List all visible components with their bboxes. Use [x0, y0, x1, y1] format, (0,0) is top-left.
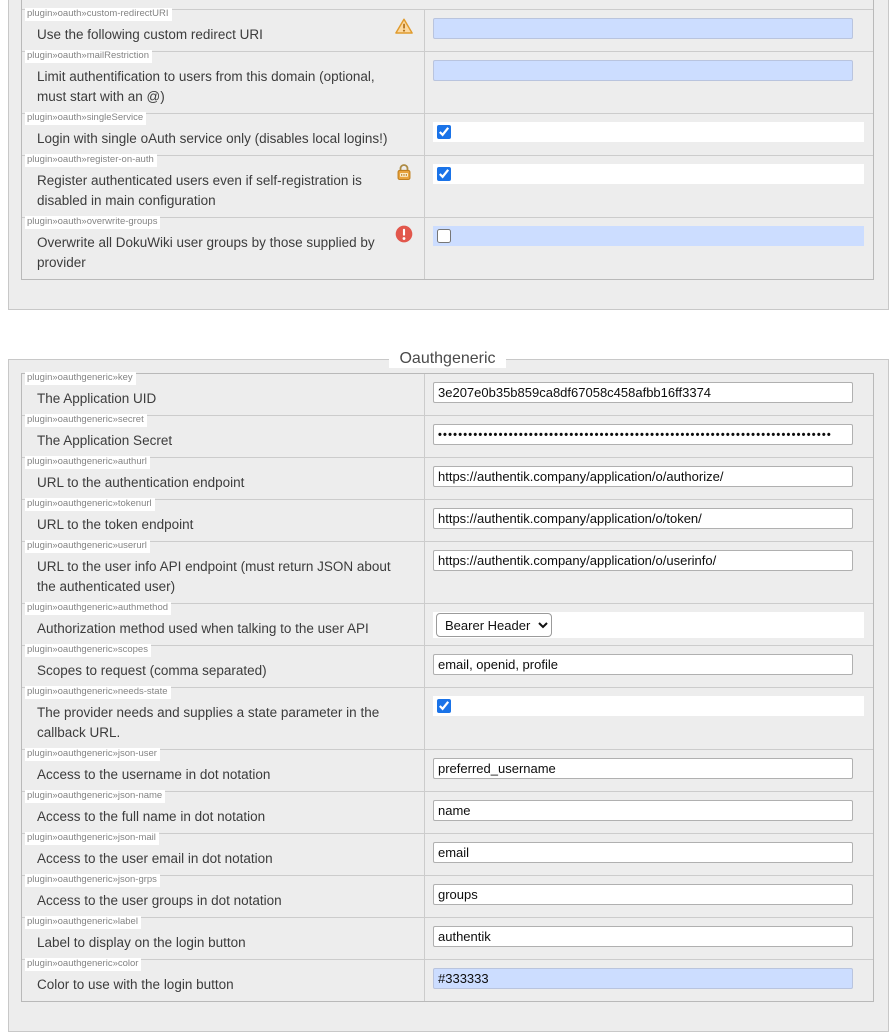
config-key: plugin»oauthgeneric»scopes [25, 644, 151, 657]
setting-value-cell [424, 792, 873, 833]
setting-label: Scopes to request (comma separated) [37, 663, 267, 678]
config-row [22, 217, 873, 279]
config-key: plugin»oauthgeneric»tokenurl [25, 498, 155, 511]
setting-label: Authorization method used when talking to the user API [37, 621, 369, 636]
setting-label: URL to the token endpoint [37, 517, 194, 532]
setting-value-cell [424, 10, 873, 51]
checkbox-strip [433, 226, 864, 246]
oauth-plugin-settings-section [8, 0, 889, 310]
config-row [22, 833, 873, 875]
setting-value-cell [424, 750, 873, 791]
config-key: plugin»oauthgeneric»secret [25, 414, 147, 427]
config-row [22, 917, 873, 959]
config-row [22, 9, 873, 51]
config-key: plugin»oauth»register-on-auth [25, 154, 157, 167]
setting-value-cell [424, 876, 873, 917]
setting-checkbox[interactable] [437, 167, 451, 181]
setting-checkbox[interactable] [437, 699, 451, 713]
config-key: plugin»oauthgeneric»authurl [25, 456, 150, 469]
setting-label-cell [22, 458, 424, 499]
config-row [22, 645, 873, 687]
config-key: plugin»oauthgeneric»authmethod [25, 602, 171, 615]
setting-label-cell [22, 750, 424, 791]
config-row [22, 415, 873, 457]
setting-text-input[interactable] [433, 382, 853, 403]
config-row [22, 155, 873, 217]
setting-value-cell [424, 688, 873, 749]
setting-label-cell [22, 918, 424, 959]
config-key: plugin»oauth»overwrite-groups [25, 216, 160, 229]
setting-text-input[interactable] [433, 508, 853, 529]
config-key: plugin»oauthgeneric»json-name [25, 790, 165, 803]
setting-value-cell [424, 604, 873, 645]
config-key: plugin»oauthgeneric»userurl [25, 540, 150, 553]
setting-text-input[interactable] [433, 466, 853, 487]
config-key: plugin»oauth»custom-redirectURI [25, 8, 172, 21]
setting-label-cell [22, 114, 424, 155]
config-row [22, 374, 873, 415]
config-row [22, 51, 873, 113]
setting-value-cell [424, 218, 873, 279]
setting-label: URL to the authentication endpoint [37, 475, 245, 490]
setting-label: The Application Secret [37, 433, 173, 448]
setting-label-cell [22, 960, 424, 1001]
setting-value-cell [424, 646, 873, 687]
section-title: Oauthgeneric [389, 350, 505, 368]
setting-label-cell [22, 52, 424, 113]
setting-label: Access to the username in dot notation [37, 767, 271, 782]
setting-label: Limit authentification to users from this domain (optional, must start with an @) [37, 69, 375, 104]
setting-label-cell [22, 218, 424, 279]
config-row [22, 603, 873, 645]
config-key: plugin»oauthgeneric»color [25, 958, 141, 971]
setting-label: Access to the user groups in dot notation [37, 893, 282, 908]
setting-label: Use the following custom redirect URI [37, 27, 263, 42]
setting-password-input[interactable] [433, 424, 853, 445]
config-row [22, 457, 873, 499]
setting-label: Register authenticated users even if self-registration is disabled in main configuration [37, 173, 362, 208]
setting-value-cell [424, 960, 873, 1001]
setting-label-cell [22, 688, 424, 749]
config-key: plugin»oauthgeneric»json-grps [25, 874, 160, 887]
setting-text-input[interactable] [433, 884, 853, 905]
config-row [22, 959, 873, 1001]
setting-label: Access to the user email in dot notation [37, 851, 273, 866]
setting-label-cell [22, 156, 424, 217]
auth-method-select[interactable] [436, 613, 552, 637]
oauthgeneric-settings-table [21, 373, 874, 1002]
setting-value-cell [424, 834, 873, 875]
setting-label: The Application UID [37, 391, 157, 406]
setting-value-cell [424, 918, 873, 959]
warning-icon [395, 17, 413, 35]
setting-value-cell [424, 114, 873, 155]
setting-label-cell [22, 646, 424, 687]
error-icon [395, 225, 413, 243]
setting-label-cell [22, 374, 424, 415]
setting-value-cell [424, 458, 873, 499]
setting-text-input[interactable] [433, 60, 853, 81]
setting-text-input[interactable] [433, 926, 853, 947]
setting-value-cell [424, 156, 873, 217]
setting-text-input[interactable] [433, 654, 853, 675]
checkbox-strip [433, 122, 864, 142]
setting-text-input[interactable] [433, 968, 853, 989]
setting-label-cell [22, 792, 424, 833]
select-strip [433, 612, 864, 638]
setting-label: Access to the full name in dot notation [37, 809, 266, 824]
lock-icon [395, 163, 413, 181]
setting-label-cell [22, 416, 424, 457]
setting-label: Label to display on the login button [37, 935, 246, 950]
config-key: plugin»oauth»mailRestriction [25, 50, 152, 63]
config-row [22, 687, 873, 749]
config-row [22, 113, 873, 155]
oauth-settings-table [21, 0, 874, 280]
config-row [22, 499, 873, 541]
setting-value-cell [424, 542, 873, 603]
setting-text-input[interactable] [433, 758, 853, 779]
setting-label-cell [22, 500, 424, 541]
config-key: plugin»oauthgeneric»label [25, 916, 141, 929]
setting-label-cell [22, 876, 424, 917]
setting-label: The provider needs and supplies a state parameter in the callback URL. [37, 705, 380, 740]
setting-text-input[interactable] [433, 842, 853, 863]
config-key: plugin»oauthgeneric»needs-state [25, 686, 171, 699]
config-key: plugin»oauthgeneric»json-mail [25, 832, 159, 845]
setting-value-cell [424, 52, 873, 113]
setting-text-input[interactable] [433, 800, 853, 821]
config-row [22, 791, 873, 833]
setting-label: Login with single oAuth service only (disables local logins!) [37, 131, 388, 146]
config-key: plugin»oauthgeneric»json-user [25, 748, 160, 761]
setting-label-cell [22, 834, 424, 875]
config-key: plugin»oauthgeneric»key [25, 372, 136, 385]
setting-checkbox[interactable] [437, 229, 451, 243]
config-row [22, 541, 873, 603]
setting-value-cell [424, 416, 873, 457]
config-row [22, 875, 873, 917]
setting-value-cell [424, 500, 873, 541]
config-key: plugin»oauth»singleService [25, 112, 146, 125]
setting-checkbox[interactable] [437, 125, 451, 139]
checkbox-strip [433, 696, 864, 716]
setting-text-input[interactable] [433, 550, 853, 571]
setting-label-cell [22, 542, 424, 603]
oauthgeneric-plugin-settings-section [8, 350, 889, 1032]
checkbox-strip [433, 164, 864, 184]
setting-value-cell [424, 374, 873, 415]
setting-label: Overwrite all DokuWiki user groups by those supplied by provider [37, 235, 375, 270]
setting-label: URL to the user info API endpoint (must return JSON about the authenticated user) [37, 559, 391, 594]
setting-label: Color to use with the login button [37, 977, 234, 992]
config-row [22, 749, 873, 791]
setting-label-cell [22, 10, 424, 51]
setting-label-cell [22, 604, 424, 645]
setting-text-input[interactable] [433, 18, 853, 39]
